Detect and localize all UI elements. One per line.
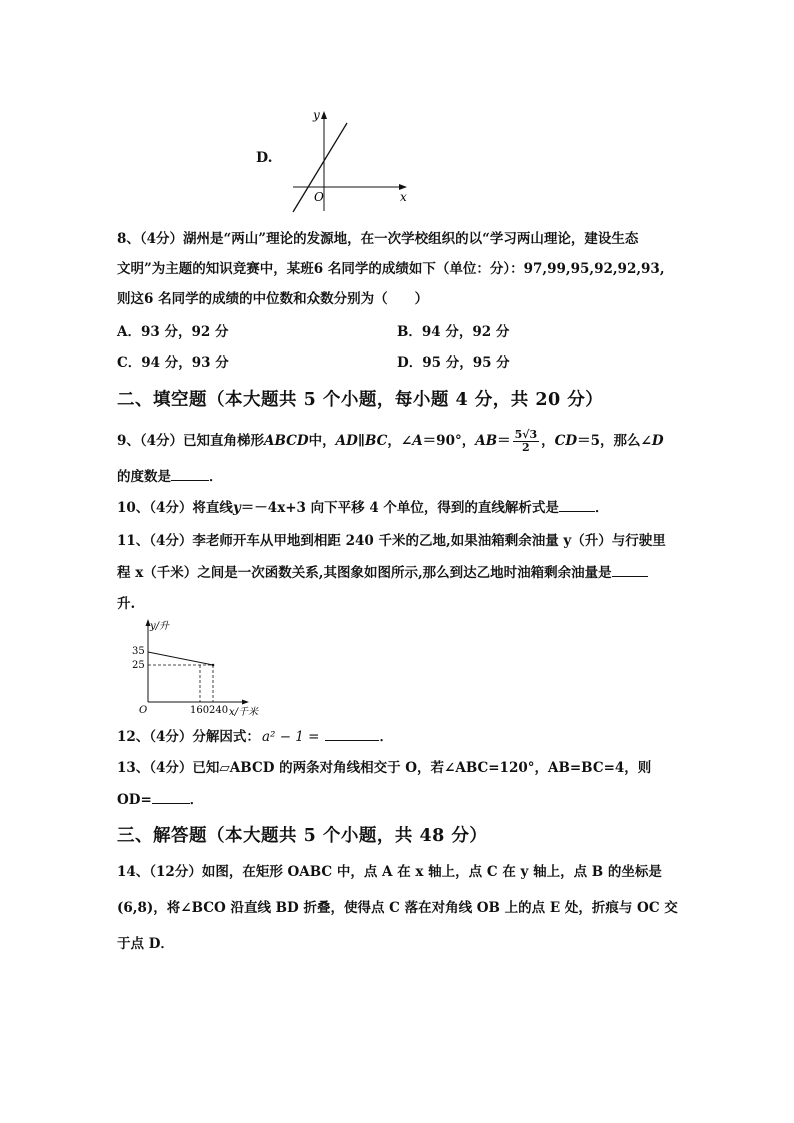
- q8-line3: 则这6 名同学的成绩的中位数和众数分别为（ ）: [117, 291, 429, 307]
- q9-line2: 的度数是 ．: [117, 469, 223, 485]
- q11-answer-blank[interactable]: [612, 564, 648, 577]
- q11-fuel-line: [148, 652, 213, 665]
- q8-option-b: B．94 分，92 分: [397, 324, 510, 340]
- q7-x-label: x: [400, 190, 407, 204]
- q11-line2: 程 x（千米）之间是一次函数关系,其图象如图所示,那么到达乙地时油箱剩余油量是: [117, 563, 648, 583]
- q11-y-tick-25: 25: [132, 660, 145, 671]
- q8-line1: 8、（4分）湖州是“两山”理论的发源地，在一次学校组织的以“学习两山理论，建设生态: [117, 231, 639, 247]
- q12-line: 12、（4分）分解因式： a² − 1 = ．: [117, 729, 393, 745]
- q14-line2: (6,8)，将∠BCO 沿直线 BD 折叠，使得点 C 落在对角线 OB 上的点 E 处，折痕与 OC 交: [117, 900, 678, 916]
- q11-line3: 升.: [117, 596, 136, 612]
- q7-y-label: y: [313, 108, 320, 122]
- q7-option-d-graph: [285, 105, 415, 215]
- q9-fraction: $\frac{5√3}{2}$: [514, 428, 538, 454]
- q11-y-tick-35: 35: [132, 646, 145, 657]
- q13-line2: OD= ．: [117, 792, 204, 808]
- q8-option-d: D．95 分，95 分: [397, 355, 510, 371]
- q11-origin-label: O: [139, 705, 148, 716]
- q8-option-c: C．94 分，93 分: [117, 355, 229, 371]
- q8-option-a: A．93 分，92 分: [117, 324, 229, 340]
- section-3-title: 三、解答题（本大题共 5 个小题，共 48 分）: [117, 826, 488, 846]
- q11-y-label: y/升: [150, 621, 170, 632]
- q11-fuel-graph: [128, 618, 278, 720]
- q13-answer-blank[interactable]: [152, 791, 190, 804]
- q9-line1: 9、（4分）已知直角梯形ABCD中，AD∥BC，∠A＝90°，AB＝ $\frac{5√3}{2}$ ，CD＝5，那么∠D: [117, 428, 664, 454]
- q7-y-arrow: [321, 111, 327, 119]
- section-2-title: 二、填空题（本大题共 5 个小题，每小题 4 分，共 20 分）: [117, 390, 604, 410]
- q7-option-d-label: D.: [256, 150, 273, 166]
- q11-x-tick-240: 240: [209, 705, 229, 716]
- q11-x-arrow: [242, 700, 249, 705]
- q12-answer-blank[interactable]: [325, 728, 379, 741]
- q9-answer-blank[interactable]: [171, 468, 209, 481]
- q14-line3: 于点 D．: [117, 936, 174, 952]
- q14-line1: 14、（12分）如图，在矩形 OABC 中，点 A 在 x 轴上，点 C 在 y 轴上，点 B 的坐标是: [117, 864, 662, 880]
- q11-x-label: x/千米: [229, 707, 259, 718]
- q11-line1: 11、（4分）李老师开车从甲地到相距 240 千米的乙地,如果油箱剩余油量 y（升）与行驶里: [117, 533, 666, 549]
- q7-origin-label: O: [314, 190, 324, 204]
- q11-x-tick-160: 160: [190, 705, 210, 716]
- q13-line1: 13、（4分）已知▱ABCD 的两条对角线相交于 O，若∠ABC=120°，AB=BC=4，则: [117, 760, 652, 776]
- q8-line2: 文明”为主题的知识竞赛中，某班6 名同学的成绩如下（单位：分）：97,99,95,92,92,93,: [117, 261, 665, 277]
- q10-line: 10、（4分）将直线y＝－4x+3 向下平移 4 个单位，得到的直线解析式是 ．: [117, 500, 609, 516]
- q10-answer-blank[interactable]: [559, 499, 595, 512]
